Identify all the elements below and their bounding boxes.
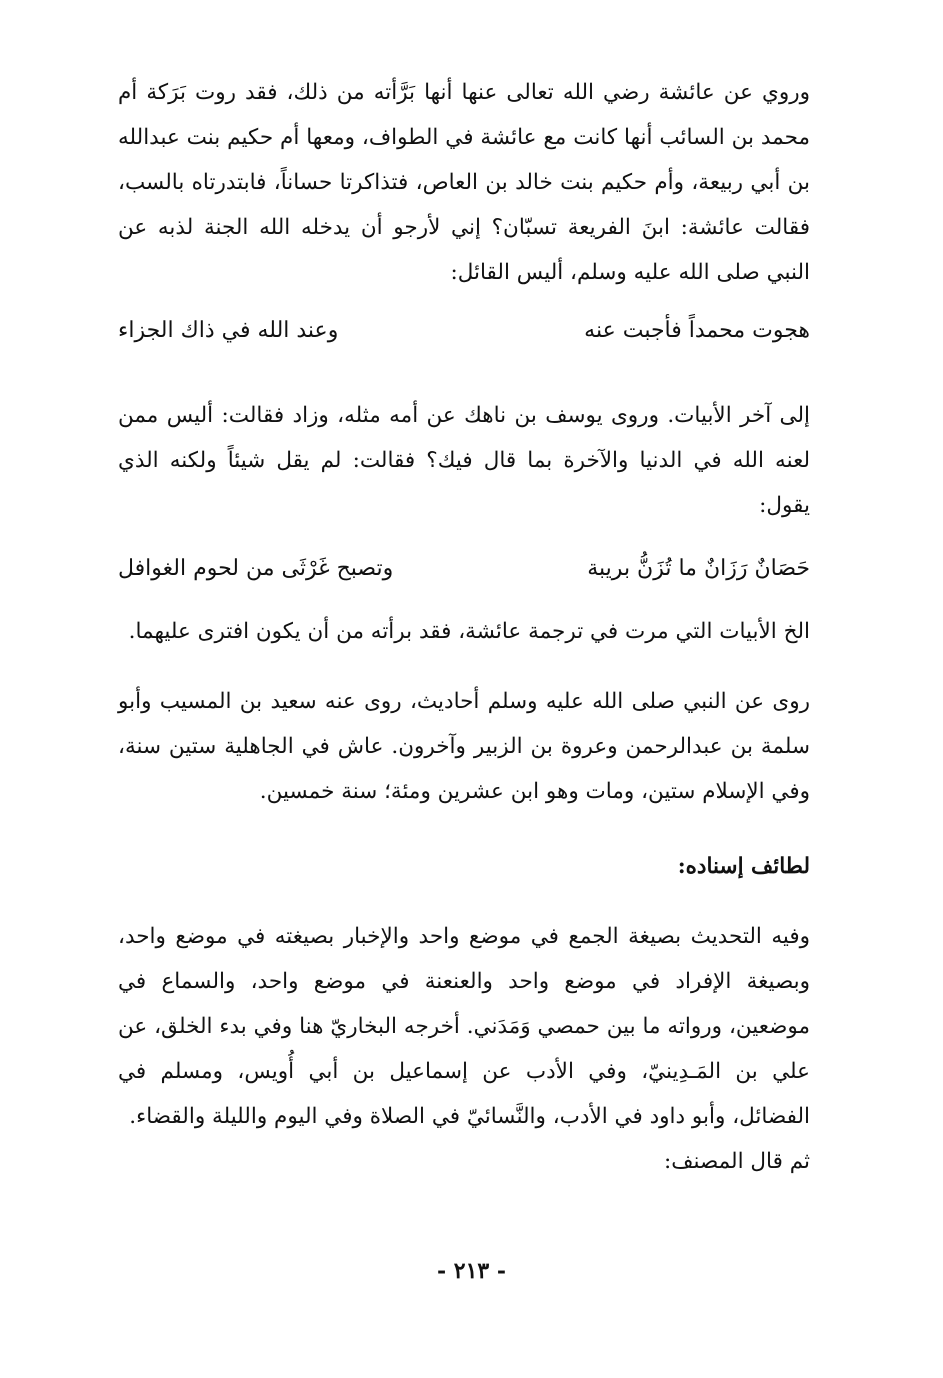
paragraph-isnad-details: وفيه التحديث بصيغة الجمع في موضع واحد والإخبار بصيغته في موضع واحد، وبصيغة الإفراد في موضع واحد والعنعنة في موضع واحد، والسماع في موضعين، ورواته ما بين حمصي وَمَدَني. أخرجه البخاريّ هنا وفي بدء الخلق، عن علي بن المَـدِينيّ، وفي الأدب عن إسماعيل بن أبي أُويس، ومسلم في الفضائل، وأبو داود في الأدب، والنَّسائيّ في الصلاة وفي اليوم والليلة والقضاء.: [118, 924, 810, 1129]
verse-line-1: [118, 308, 810, 353]
section-heading: لطائف إسناده:: [677, 854, 810, 879]
verse-2-second-hemistich: وتصبح غَرْثَى من لحوم الغوافل: [118, 556, 394, 581]
paragraph-verses-note: الخ الأبيات التي مرت في ترجمة عائشة، فقد برأته من أن يكون افترى عليهما.: [128, 619, 810, 644]
verse-2-first-hemistich: حَصَانٌ رَزَانٌ ما تُزَنُّ بريبة: [587, 556, 810, 581]
paragraph-yusuf-narration: إلى آخر الأبيات. وروى يوسف بن ناهك عن أمه مثله، وزاد فقالت: أليس ممن لعنه الله في الدنيا والآخرة بما قال فيك؟ فقالت: لم يقل شيئاً ولكنه الذي يقول:: [118, 403, 810, 518]
page-number: - ٢١٣ -: [436, 1258, 507, 1284]
verse-line-2: [118, 546, 810, 591]
verse-1-second-hemistich: وعند الله في ذاك الجزاء: [118, 318, 339, 343]
paragraph-author-said: ثم قال المصنف:: [664, 1149, 810, 1174]
paragraph-biography: روى عن النبي صلى الله عليه وسلم أحاديث، روى عنه سعيد بن المسيب وأبو سلمة بن عبدالرحمن وعروة بن الزبير وآخرون. عاش في الجاهلية ستين سنة، وفي الإسلام ستين، ومات وهو ابن عشرين ومئة؛ سنة خمسين.: [118, 689, 810, 804]
page-body: [118, 70, 810, 1310]
paragraph-aisha-defense: وروي عن عائشة رضي الله تعالى عنها أنها بَرَّأته من ذلك، فقد روت بَرَكة أم محمد بن السائب أنها كانت مع عائشة في الطواف، ومعها أم حكيم بنت عبدالله بن أبي ربيعة، وأم حكيم بنت خالد بن العاص، فتذاكرتا حساناً، فابتدرتاه بالسب، فقالت عائشة: ابنَ الفريعة تسبّان؟ إني لأرجو أن يدخله الله الجنة لذبه عن النبي صلى الله عليه وسلم، أليس القائل:: [118, 80, 810, 285]
verse-1-first-hemistich: هجوت محمداً فأجبت عنه: [584, 318, 810, 343]
